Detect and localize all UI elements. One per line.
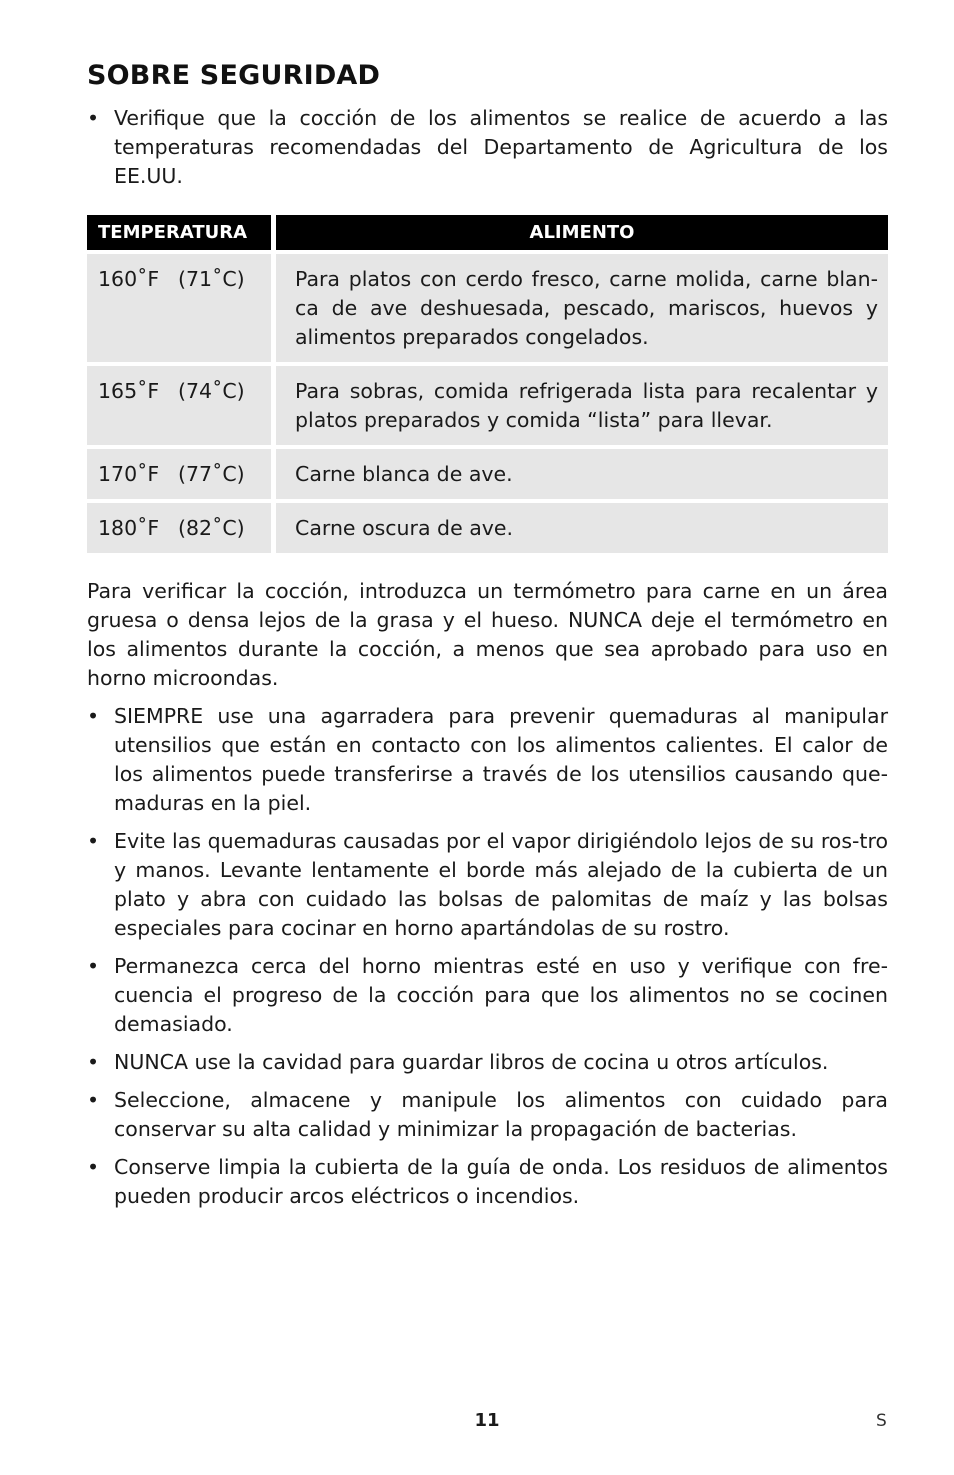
- temperature-fahrenheit: 170˚F: [98, 462, 160, 486]
- temperature-celsius: (82˚C): [178, 516, 245, 540]
- temperature-cell: [87, 503, 271, 553]
- temperature-celsius: (74˚C): [178, 379, 245, 403]
- temperature-cell: [87, 366, 271, 445]
- food-cell: Carne blanca de ave.: [271, 449, 888, 499]
- list-item: • SIEMPRE use una agarradera para prevenir quemaduras al manipular utensilios que están en contacto con los alimentos calientes. El calor de los alimentos puede transferirse a través de los utensilios causando que-maduras en la piel.: [87, 702, 888, 818]
- list-item: • Evite las quemaduras causadas por el vapor dirigiéndolo lejos de su ros-tro y manos. Levante lentamente el borde más alejado de la cubierta de un plato y abra con cuidado las bolsas de palomitas de maíz y las bolsas especiales para cocinar en horno apartándolas de su rostro.: [87, 827, 888, 943]
- temperature-fahrenheit: 180˚F: [98, 516, 160, 540]
- food-cell: Carne oscura de ave.: [271, 503, 888, 553]
- intro-bullet: • Verifique que la cocción de los alimentos se realice de acuerdo a las temperaturas recomendadas del Departamento de Agricultura de los EE.UU.: [87, 104, 888, 191]
- food-cell: Para platos con cerdo fresco, carne molida, carne blan-ca de ave deshuesada, pescado, mariscos, huevos y alimentos preparados congelados.: [271, 254, 888, 362]
- table-header-row: [87, 215, 888, 250]
- thermometer-paragraph: Para verificar la cocción, introduzca un termómetro para carne en un área gruesa o densa lejos de la grasa y el hueso. NUNCA deje el termómetro en los alimentos durante la cocción, a menos que sea aprobado para uso en horno microondas.: [87, 579, 888, 690]
- temperature-fahrenheit: 160˚F: [98, 267, 160, 291]
- list-item: • Permanezca cerca del horno mientras esté en uso y verifique con fre-cuencia el progreso de la cocción para que los alimentos no se cocinen demasiado.: [87, 952, 888, 1039]
- header-food: ALIMENTO: [271, 215, 888, 250]
- page-title: SOBRE SEGURIDAD: [87, 60, 381, 91]
- list-item: • Conserve limpia la cubierta de la guía de onda. Los residuos de alimentos pueden producir arcos eléctricos o incendios.: [87, 1153, 888, 1211]
- header-temperature: TEMPERATURA: [87, 215, 271, 250]
- list-item: • NUNCA use la cavidad para guardar libros de cocina u otros artículos.: [87, 1048, 888, 1077]
- temperature-fahrenheit: 165˚F: [98, 379, 160, 403]
- table-row: [87, 254, 888, 362]
- table-row: [87, 503, 888, 553]
- list-item: • Seleccione, almacene y manipule los alimentos con cuidado para conservar su alta calidad y minimizar la propagación de bacterias.: [87, 1086, 888, 1144]
- temperature-table: [87, 211, 888, 557]
- temperature-celsius: (77˚C): [178, 462, 245, 486]
- temperature-celsius: (71˚C): [178, 267, 245, 291]
- temperature-cell: [87, 449, 271, 499]
- food-cell: Para sobras, comida refrigerada lista para recalentar y platos preparados y comida “lista” para llevar.: [271, 366, 888, 445]
- page-number: 11: [474, 1410, 500, 1431]
- table-row: [87, 449, 888, 499]
- table-row: [87, 366, 888, 445]
- temperature-cell: [87, 254, 271, 362]
- language-marker: S: [876, 1411, 887, 1431]
- document-page: [87, 58, 888, 1220]
